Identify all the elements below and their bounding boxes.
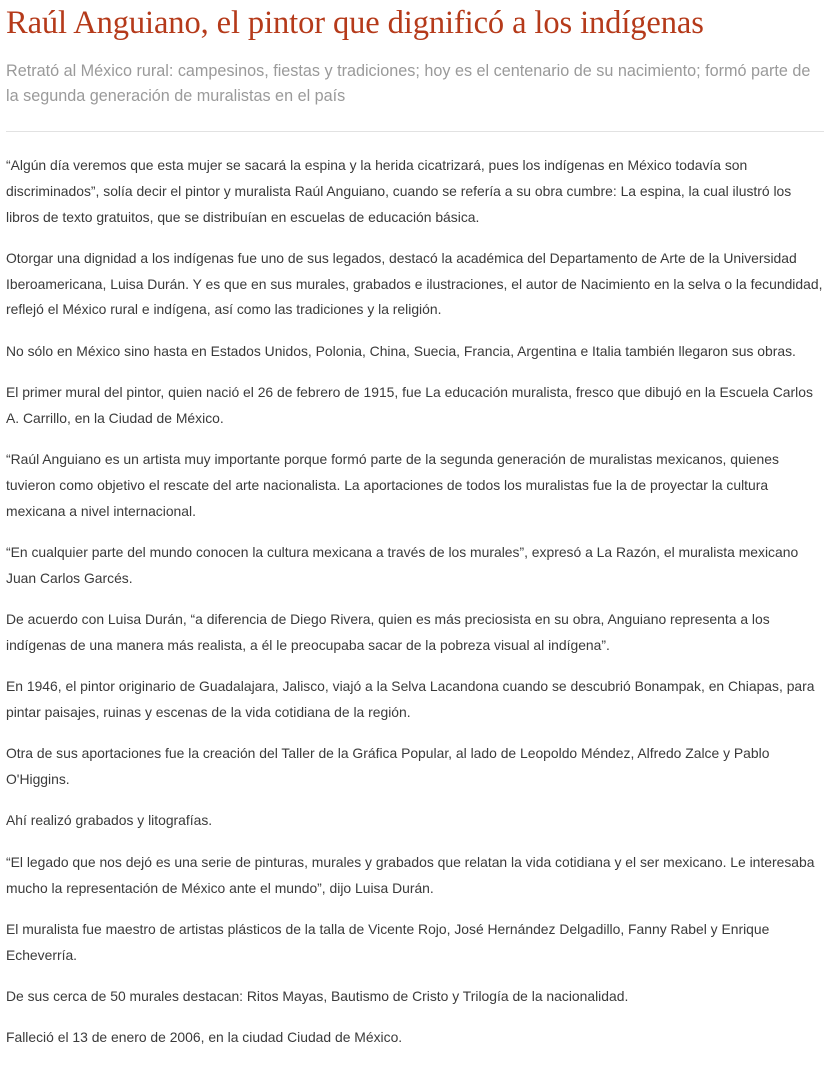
article-paragraph: El muralista fue maestro de artistas plásticos de la talla de Vicente Rojo, José Hernández Delgadillo, Fanny Rabel y Enrique Echeverría. — [6, 920, 770, 963]
article-paragraph: En 1946, el pintor originario de Guadalajara, Jalisco, viajó a la Selva Lacandona cuando se descubrió Bonampak, en Chiapas, para pintar paisajes, ruinas y escenas de la vida cotidiana de la región. — [6, 678, 815, 721]
article-paragraph: De acuerdo con Luisa Durán, “a diferencia de Diego Rivera, quien es más preciosista en su obra, Anguiano representa a los indígenas de una manera más realista, a él le preocupaba sacar de la pobreza visual al indígena”. — [6, 611, 770, 653]
article-paragraph: “El legado que nos dejó es una serie de pinturas, murales y grabados que relatan la vida cotidiana y el ser mexicano. Le interesaba mucho la representación de México ante el mundo”, dijo Luisa Durán. — [6, 853, 815, 896]
article-paragraph: De sus cerca de 50 murales destacan: Ritos Mayas, Bautismo de Cristo y Trilogía de la nacionalidad. — [6, 987, 629, 1004]
article-body — [6, 153, 825, 1051]
article-paragraph: Otra de sus aportaciones fue la creación del Taller de la Gráfica Popular, al lado de Leopoldo Méndez, Alfredo Zalce y Pablo O'Higgins. — [6, 745, 770, 788]
article-subtitle: Retrató al México rural: campesinos, fiestas y tradiciones; hoy es el centenario de su nacimiento; formó parte de la segunda generación de muralistas en el país — [6, 62, 811, 105]
article-paragraph: “En cualquier parte del mundo conocen la cultura mexicana a través de los murales”, expresó a La Razón, el muralista mexicano Juan Carlos Garcés. — [6, 544, 799, 586]
article-paragraph: No sólo en México sino hasta en Estados Unidos, Polonia, China, Suecia, Francia, Argentina e Italia también llegaron sus obras. — [6, 342, 796, 359]
article-paragraph: Falleció el 13 de enero de 2006, en la ciudad Ciudad de México. — [6, 1029, 403, 1046]
article-paragraph: “Raúl Anguiano es un artista muy importante porque formó parte de la segunda generación de muralistas mexicanos, quienes tuvieron como objetivo el rescate del arte nacionalista. La aportaciones de todos los muralistas fue la de proyectar la cultura mexicana a nivel internacional. — [6, 451, 779, 519]
article-paragraph: Otorgar una dignidad a los indígenas fue uno de sus legados, destacó la académica del Departamento de Arte de la Universidad Iberoamericana, Luisa Durán. Y es que en sus murales, grabados e ilustraciones, el autor de Nacimiento en la selva o la fecundidad, reflejó el México rural e indígena, así como las tradiciones y la religión. — [6, 249, 823, 318]
divider — [6, 131, 824, 132]
article-title: Raúl Anguiano, el pintor que dignificó a los indígenas — [6, 5, 704, 41]
article-paragraph: El primer mural del pintor, quien nació el 26 de febrero de 1915, fue La educación muralista, fresco que dibujó en la Escuela Carlos A. Carrillo, en la Ciudad de México. — [6, 384, 813, 426]
article-paragraph: Ahí realizó grabados y litografías. — [6, 812, 213, 829]
article-paragraph: “Algún día veremos que esta mujer se sacará la espina y la herida cicatrizará, pues los indígenas en México todavía son discriminados”, solía decir el pintor y muralista Raúl Anguiano, cuando se refería a su obra cumbre: La espina, la cual ilustró los libros de texto gratuitos, que se distribuían en escuelas de educación básica. — [6, 157, 792, 225]
